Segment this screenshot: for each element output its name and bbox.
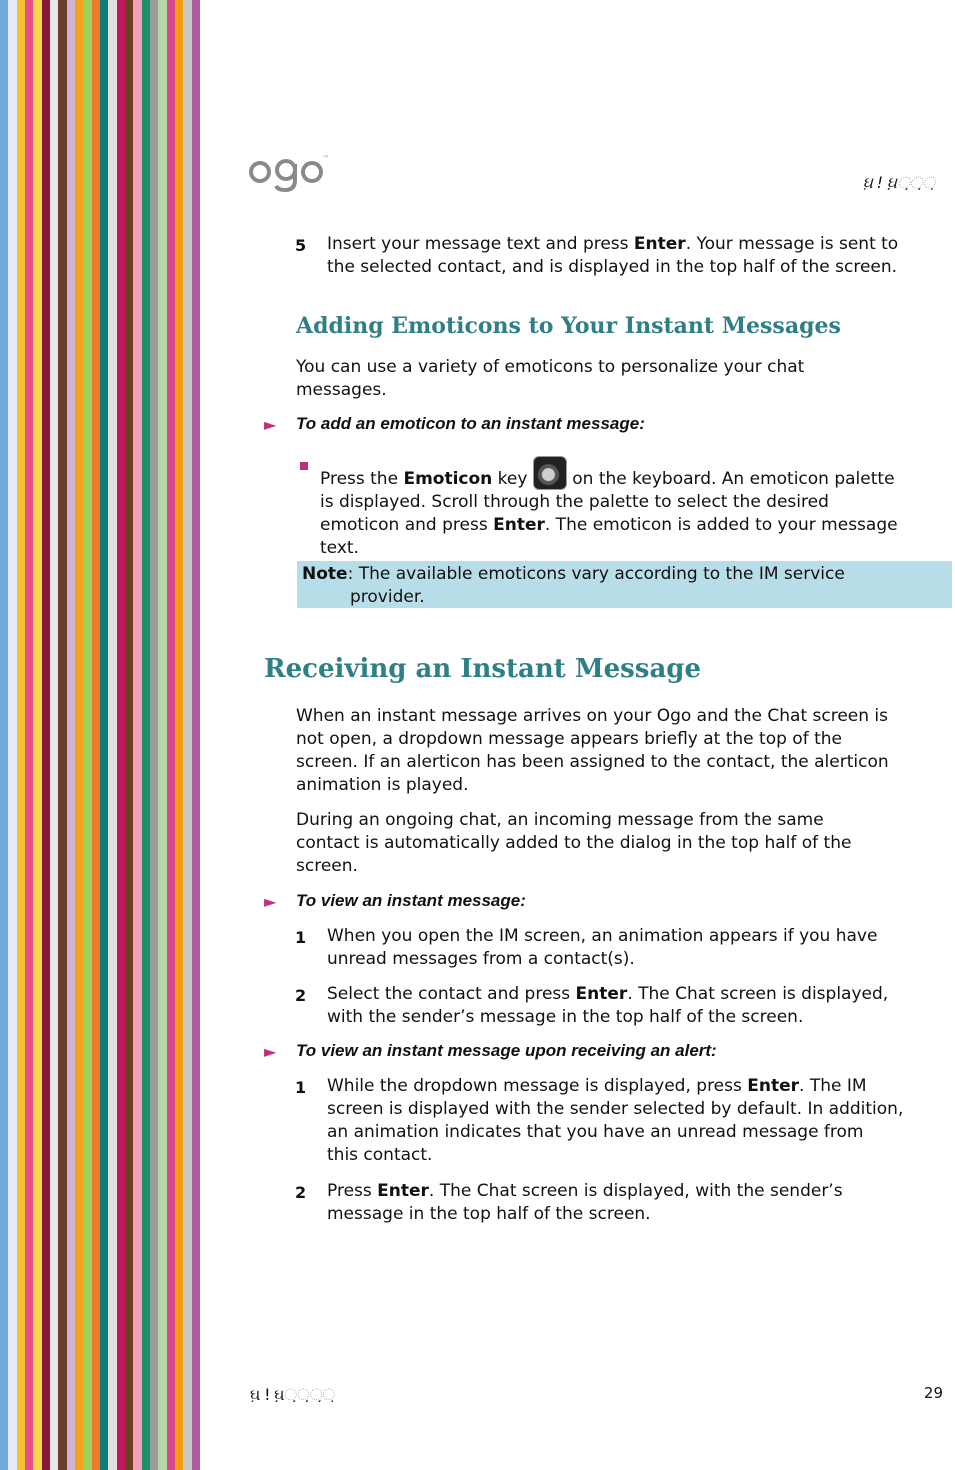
step-text: . Your message is sent to <box>685 234 899 254</box>
step-text: this contact. <box>327 1145 433 1165</box>
procedure-heading: To add an emoticon to an instant message: <box>296 414 645 433</box>
paragraph-line: screen. <box>296 856 358 876</box>
bullet-text: key <box>492 469 533 489</box>
stripe <box>125 0 133 1470</box>
step-text: . The IM <box>799 1076 867 1096</box>
receiving-paragraph-2 <box>296 809 951 878</box>
paragraph-line: When an instant message arrives on your Ogo and the Chat screen is <box>296 706 889 726</box>
key-name: Enter <box>575 984 628 1004</box>
step-text: screen is displayed with the sender selected by default. In addition, <box>327 1099 904 1119</box>
step-5-text <box>327 233 952 279</box>
stripe <box>183 0 191 1470</box>
stripe <box>58 0 66 1470</box>
svg-text:™: ™ <box>323 155 329 162</box>
view-step-1-text <box>327 925 952 971</box>
step-text: the selected contact, and is displayed in the top half of the screen. <box>327 257 898 277</box>
step-number: 2 <box>295 986 307 1005</box>
bullet-text: Press the <box>320 469 404 489</box>
procedure-heading: To view an instant message upon receiving an alert: <box>296 1041 717 1060</box>
stripe <box>75 0 83 1470</box>
stripe <box>150 0 158 1470</box>
bullet-text: emoticon and press <box>320 515 494 535</box>
stripe <box>158 0 166 1470</box>
stripe <box>100 0 108 1470</box>
stripe <box>167 0 175 1470</box>
key-name: Enter <box>633 234 686 254</box>
bullet-text: text. <box>320 538 359 558</box>
stripe <box>142 0 150 1470</box>
alert-step-1-text <box>327 1075 952 1167</box>
receiving-paragraph-1 <box>296 705 951 797</box>
key-name: Enter <box>493 515 545 535</box>
section-heading-receiving: Receiving an Instant Message <box>264 654 702 684</box>
step-text: Select the contact and press <box>327 984 576 1004</box>
note-text <box>302 563 942 609</box>
stripe <box>133 0 141 1470</box>
step-text: . The Chat screen is displayed, <box>627 984 889 1004</box>
paragraph-line: animation is played. <box>296 775 469 795</box>
bullet-text: . The emoticon is added to your message <box>544 515 898 535</box>
paragraph-line: During an ongoing chat, an incoming message from the same <box>296 810 824 830</box>
stripe <box>175 0 183 1470</box>
paragraph-line: screen. If an alerticon has been assigned to the contact, the alerticon <box>296 752 889 772</box>
paragraph-line: not open, a dropdown message appears briefly at the top of the <box>296 729 842 749</box>
paragraph-line: contact is automatically added to the dialog in the top half of the <box>296 833 852 853</box>
step-text: unread messages from a contact(s). <box>327 949 635 969</box>
procedure-arrow-icon: ► <box>264 892 277 911</box>
step-text: with the sender’s message in the top half of the screen. <box>327 1007 804 1027</box>
footer-code: ઘ઼!ઘ઼઼઼઼઼઼઼઼઼ <box>250 1385 338 1404</box>
stripe <box>108 0 116 1470</box>
stripe <box>33 0 41 1470</box>
step-number: 5 <box>295 236 307 255</box>
stripe <box>92 0 100 1470</box>
step-text: Press <box>327 1181 378 1201</box>
stripe <box>25 0 33 1470</box>
decorative-stripe-border <box>0 0 200 1470</box>
key-name: Emoticon <box>403 469 493 489</box>
emoticon-bullet-text <box>320 456 950 560</box>
bullet-square-icon <box>300 462 308 470</box>
step-number: 2 <box>295 1183 307 1202</box>
step-text: While the dropdown message is displayed, press <box>327 1076 748 1096</box>
stripe <box>17 0 25 1470</box>
section-heading-emoticons: Adding Emoticons to Your Instant Messages <box>296 313 841 339</box>
alert-step-2-text <box>327 1180 952 1226</box>
stripe <box>42 0 50 1470</box>
header-code: ઘ઼!ઘ઼઼઼઼઼઼઼ <box>862 173 937 192</box>
key-name: Enter <box>747 1076 800 1096</box>
stripe <box>8 0 16 1470</box>
stripe <box>50 0 58 1470</box>
paragraph-line: You can use a variety of emoticons to personalize your chat <box>296 357 805 377</box>
step-text: Insert your message text and press <box>327 234 634 254</box>
note-label: Note <box>302 564 348 584</box>
stripe <box>83 0 91 1470</box>
ogo-logo <box>248 150 328 194</box>
note-line: provider. <box>350 587 425 607</box>
emoticon-key-icon <box>533 456 567 490</box>
key-name: Enter <box>377 1181 429 1201</box>
procedure-heading: To view an instant message: <box>296 891 526 910</box>
step-text: When you open the IM screen, an animation appears if you have <box>327 926 878 946</box>
bullet-text: is displayed. Scroll through the palette to select the desired <box>320 492 829 512</box>
step-number: 1 <box>295 1078 307 1097</box>
view-step-2-text <box>327 983 952 1029</box>
page-number: 29 <box>923 1384 943 1402</box>
paragraph-line: messages. <box>296 380 387 400</box>
procedure-arrow-icon: ► <box>264 415 277 434</box>
stripe <box>0 0 8 1470</box>
step-text: message in the top half of the screen. <box>327 1204 651 1224</box>
emoticons-intro <box>296 356 936 402</box>
step-text: an animation indicates that you have an unread message from <box>327 1122 864 1142</box>
step-number: 1 <box>295 928 307 947</box>
stripe <box>67 0 75 1470</box>
procedure-arrow-icon: ► <box>264 1042 277 1061</box>
stripe <box>192 0 200 1470</box>
step-text: . The Chat screen is displayed, with the sender’s <box>428 1181 843 1201</box>
note-line: : The available emoticons vary according to the IM service <box>347 564 845 584</box>
bullet-text: on the keyboard. An emoticon palette <box>566 469 895 489</box>
stripe <box>117 0 125 1470</box>
